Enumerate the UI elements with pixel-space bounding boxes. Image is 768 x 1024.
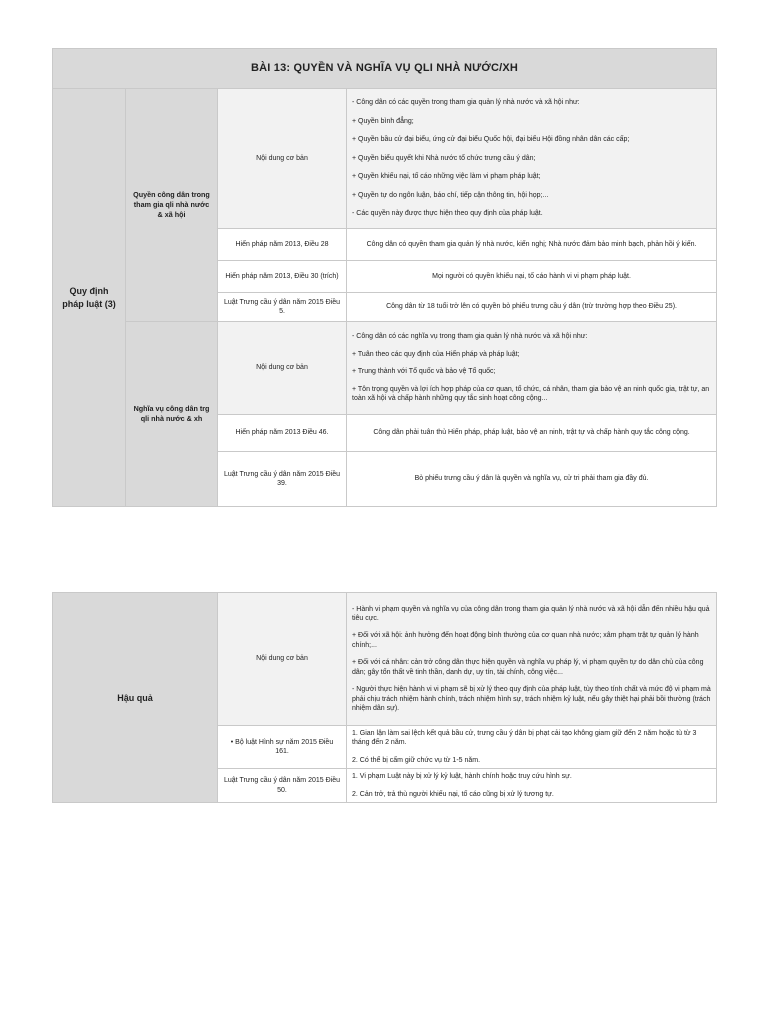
list-item: 2. Có thể bị cấm giữ chức vụ từ 1-5 năm. [352, 756, 481, 764]
list-item: + Quyền biểu quyết khi Nhà nước tổ chức trưng cầu ý dân; [352, 154, 536, 162]
section-label-regulations: Quy định pháp luật (3) [53, 89, 126, 507]
list-item: + Tuân theo các quy định của Hiến pháp và pháp luật; [352, 350, 520, 358]
list-item: + Quyền bình đẳng; [352, 117, 414, 125]
rights-label: Quyền công dân trong tham gia qli nhà nước & xã hội [126, 89, 218, 322]
rights-basic-label: Nội dung cơ bản [218, 89, 347, 229]
page-title: BÀI 13: QUYỀN VÀ NGHĨA VỤ QLI NHÀ NƯỚC/XH [53, 49, 717, 89]
law-content: Công dân phải tuân thủ Hiến pháp, pháp luật, bảo vệ an ninh, trật tự và chấp hành quy tắc công cộng. [347, 415, 717, 452]
list-item: - Công dân có các nghĩa vụ trong tham gia quản lý nhà nước và xã hội như: [352, 333, 588, 341]
rights-basic-content [347, 89, 717, 229]
section-label-consequences: Hậu quả [53, 593, 218, 803]
law-name: Hiến pháp năm 2013, Điều 30 (trích) [218, 261, 347, 293]
list-item: + Quyền tự do ngôn luận, báo chí, tiếp cận thông tin, hội họp;... [352, 191, 549, 199]
list-item: + Quyền khiếu nại, tố cáo những việc làm vi phạm pháp luật; [352, 173, 541, 181]
law-content: Mọi người có quyền khiếu nại, tố cáo hành vi vi phạm pháp luật. [347, 261, 717, 293]
list-item: - Hành vi phạm quyền và nghĩa vụ của công dân trong tham gia quản lý nhà nước và xã hội dẫn đến nhiều hậu quả tiêu cực. [352, 605, 710, 622]
list-item: 1. Gian lận làm sai lệch kết quả bầu cử, trưng cầu ý dân bị phạt cải tạo không giam giữ đến 2 năm hoặc tù từ 3 tháng đến 2 năm. [352, 730, 697, 747]
law-content: Bỏ phiếu trưng cầu ý dân là quyền và nghĩa vụ, cử tri phải tham gia đầy đủ. [347, 452, 717, 507]
list-item: 2. Cản trở, trả thù người khiếu nại, tố cáo cũng bị xử lý tương tự. [352, 790, 554, 798]
law-name: Luật Trưng cầu ý dân năm 2015 Điều 5. [218, 293, 347, 322]
main-table [52, 48, 717, 507]
law-name: Hiến pháp năm 2013, Điều 28 [218, 229, 347, 261]
law-name: • Bộ luật Hình sự năm 2015 Điều 161. [218, 726, 347, 769]
law-name: Hiến pháp năm 2013 Điều 46. [218, 415, 347, 452]
list-item: - Người thực hiện hành vi vi phạm sẽ bị xử lý theo quy định của pháp luật, tùy theo tính chất và mức độ vi phạm mà phải chịu trách nhiệm hành chính, trách nhiệm hình sự, trách nhiệm kỷ luật, nếu gây thiệt hại phải bồi thường (trách nhiệm dân sự). [352, 686, 711, 713]
law-content [347, 726, 717, 769]
list-item: + Tôn trọng quyền và lợi ích hợp pháp của cơ quan, tổ chức, cá nhân, tham gia bảo vệ an ninh quốc gia, trật tự, an toàn xã hội và chấp hành những quy tắc sinh hoạt công cộng... [352, 385, 710, 403]
law-content [347, 769, 717, 803]
consequences-table [52, 592, 717, 803]
consequences-basic-label: Nội dung cơ bản [218, 593, 347, 726]
law-content: Công dân có quyền tham gia quản lý nhà nước, kiến nghị; Nhà nước đảm bảo minh bạch, phản hồi ý kiến. [347, 229, 717, 261]
list-item: 1. Vi phạm Luật này bị xử lý kỷ luật, hành chính hoặc truy cứu hình sự. [352, 773, 572, 781]
duties-basic-content [347, 322, 717, 415]
list-item: - Các quyền này được thực hiện theo quy định của pháp luật. [352, 210, 543, 218]
list-item: + Đối với xã hội: ảnh hưởng đến hoạt động bình thường của cơ quan nhà nước; xâm phạm trật tự quản lý hành chính;... [352, 632, 699, 649]
law-name: Luật Trưng cầu ý dân năm 2015 Điều 39. [218, 452, 347, 507]
list-item: - Công dân có các quyền trong tham gia quản lý nhà nước và xã hội như: [352, 99, 580, 107]
list-item: + Trung thành với Tổ quốc và bảo vệ Tổ quốc; [352, 368, 496, 376]
duties-label: Nghĩa vụ công dân trg qli nhà nước & xh [126, 322, 218, 507]
list-item: + Quyền bầu cử đại biểu, ứng cử đại biểu Quốc hội, đại biểu Hội đồng nhân dân các cấp; [352, 136, 630, 144]
duties-basic-label: Nội dung cơ bản [218, 322, 347, 415]
consequences-basic-content [347, 593, 717, 726]
list-item: + Đối với cá nhân: cản trở công dân thực hiện quyền và nghĩa vụ pháp lý, vi phạm quyền tự do dân chủ của công dân; gây tổn thất về tinh thần, danh dự, uy tín, tài chính, công việc... [352, 659, 704, 676]
law-name: Luật Trưng cầu ý dân năm 2015 Điều 50. [218, 769, 347, 803]
law-content: Công dân từ 18 tuổi trở lên có quyền bỏ phiếu trưng cầu ý dân (trừ trường hợp theo Điều 25). [347, 293, 717, 322]
